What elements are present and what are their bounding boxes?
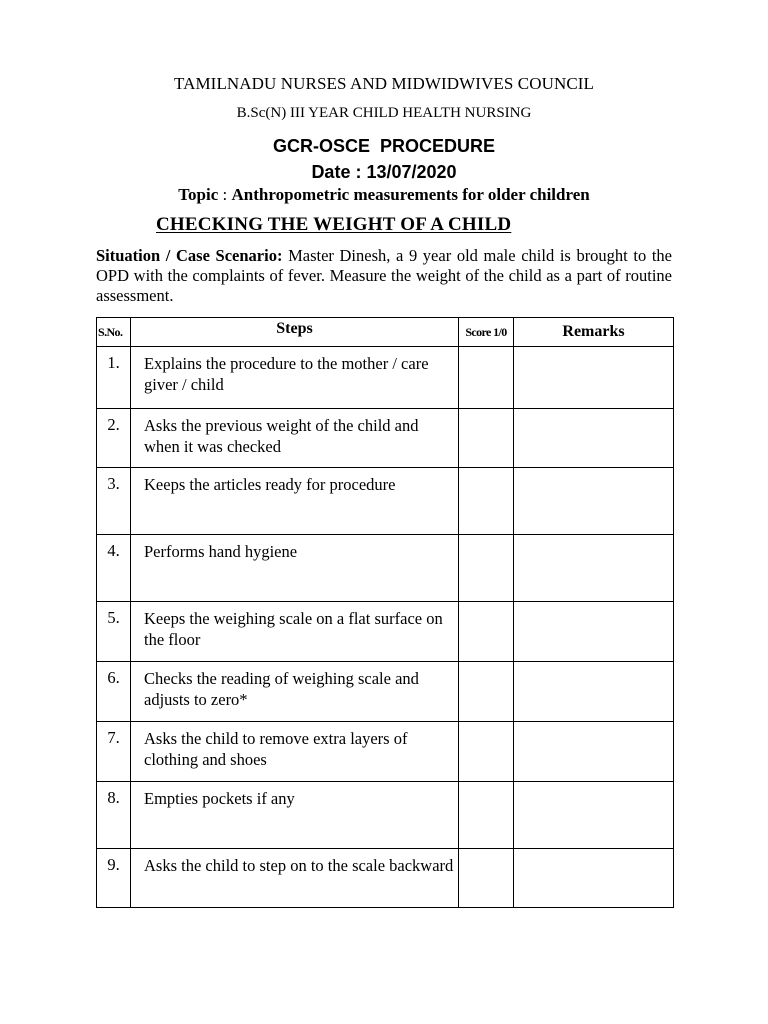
score-cell[interactable] — [459, 468, 514, 535]
page-title: CHECKING THE WEIGHT OF A CHILD — [156, 214, 512, 235]
score-cell[interactable] — [459, 849, 514, 908]
step-text: Keeps the weighing scale on a flat surface on the floor — [131, 602, 459, 662]
table-row — [97, 602, 674, 662]
row-number: 4. — [97, 535, 131, 602]
remarks-cell[interactable] — [514, 722, 674, 782]
row-number: 2. — [97, 409, 131, 468]
header-remarks: Remarks — [514, 318, 674, 347]
score-cell[interactable] — [459, 602, 514, 662]
row-number: 7. — [97, 722, 131, 782]
score-cell[interactable] — [459, 347, 514, 409]
score-cell[interactable] — [459, 409, 514, 468]
step-text: Asks the child to remove extra layers of clothing and shoes — [131, 722, 459, 782]
header-sno: S.No. — [97, 318, 131, 347]
header-steps: Steps — [131, 318, 459, 347]
score-cell[interactable] — [459, 662, 514, 722]
table-row — [97, 409, 674, 468]
step-text: Explains the procedure to the mother / care giver / child — [131, 347, 459, 409]
step-text: Checks the reading of weighing scale and adjusts to zero* — [131, 662, 459, 722]
table-row — [97, 535, 674, 602]
table-header-row — [97, 318, 674, 347]
row-number: 9. — [97, 849, 131, 908]
score-cell[interactable] — [459, 722, 514, 782]
remarks-cell[interactable] — [514, 347, 674, 409]
table-row — [97, 662, 674, 722]
case-scenario — [96, 246, 672, 306]
row-number: 6. — [97, 662, 131, 722]
procedure-title: GCR-OSCE PROCEDURE — [272, 136, 496, 156]
row-number: 5. — [97, 602, 131, 662]
remarks-cell[interactable] — [514, 662, 674, 722]
row-number: 1. — [97, 347, 131, 409]
score-cell[interactable] — [459, 782, 514, 849]
topic-value: Anthropometric measurements for older children — [231, 185, 590, 204]
remarks-cell[interactable] — [514, 535, 674, 602]
step-text: Keeps the articles ready for procedure — [131, 468, 459, 535]
procedure-checklist-table — [96, 317, 674, 908]
remarks-cell[interactable] — [514, 468, 674, 535]
remarks-cell[interactable] — [514, 782, 674, 849]
scenario-label: Situation / Case Scenario: — [96, 246, 283, 265]
remarks-cell[interactable] — [514, 602, 674, 662]
topic-label: Topic — [178, 185, 219, 204]
step-text: Asks the previous weight of the child and when it was checked — [131, 409, 459, 468]
scenario-text: Master Dinesh, a 9 year old male child is brought to the OPD with the complaints of fever. Measure the weight of the child as a part of routine assessment. — [96, 246, 672, 305]
table-row — [97, 468, 674, 535]
table-row — [97, 782, 674, 849]
row-number: 3. — [97, 468, 131, 535]
table-row — [97, 849, 674, 908]
remarks-cell[interactable] — [514, 849, 674, 908]
score-cell[interactable] — [459, 535, 514, 602]
header-score: Score 1/0 — [459, 318, 514, 347]
topic-separator: : — [218, 185, 232, 204]
table-row — [97, 347, 674, 409]
exam-date: Date : 13/07/2020 — [311, 162, 457, 182]
council-name: TAMILNADU NURSES AND MIDWIDWIVES COUNCIL — [173, 74, 595, 93]
step-text: Performs hand hygiene — [131, 535, 459, 602]
table-row — [97, 722, 674, 782]
topic-line — [0, 185, 768, 205]
row-number: 8. — [97, 782, 131, 849]
step-text: Empties pockets if any — [131, 782, 459, 849]
remarks-cell[interactable] — [514, 409, 674, 468]
course-name: B.Sc(N) III YEAR CHILD HEALTH NURSING — [236, 105, 532, 121]
step-text: Asks the child to step on to the scale backward — [131, 849, 459, 908]
